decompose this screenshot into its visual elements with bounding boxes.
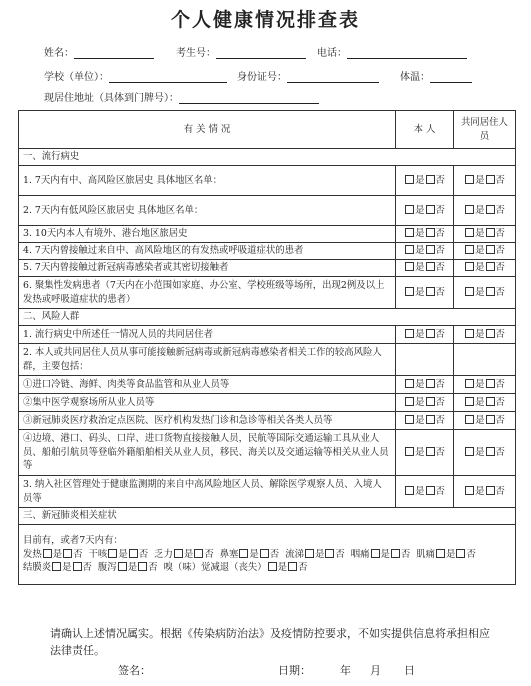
no-label: 否 [204,548,214,560]
yes-label: 是 [475,414,485,426]
name-field[interactable] [74,47,154,59]
yes-checkbox[interactable] [465,287,474,296]
yes-checkbox[interactable] [465,262,474,271]
address-field[interactable] [179,92,319,104]
table-row [19,196,516,226]
yes-checkbox[interactable] [465,415,474,424]
row-label: 6. 聚集性发病患者（7天内在小范围如家庭、办公室、学校班级等场所，出现2例及以上发热或呼吸道症状的患者） [19,277,396,309]
yes-no-choice [396,430,454,476]
yes-checkbox[interactable] [465,379,474,388]
yes-label: 是 [277,562,287,574]
symptom-item [89,548,149,562]
yes-label: 是 [183,548,194,560]
row-label: ③新冠肺炎医疗救治定点医院、医疗机构发热门诊和急诊等相关各类人员等 [19,412,396,430]
yes-checkbox[interactable] [465,205,474,214]
symptom-name: 嗅（味）觉减退（丧失） [163,562,267,574]
no-checkbox[interactable] [260,549,269,558]
symptom-name: 流涕 [285,548,304,560]
yes-label: 是 [415,262,425,274]
table-row [19,166,516,196]
yes-checkbox[interactable] [405,447,414,456]
no-checkbox[interactable] [426,486,435,495]
table-row [19,430,516,476]
yes-checkbox[interactable] [465,447,474,456]
symptom-item [220,548,280,562]
symptom-name: 鼻塞 [219,548,239,560]
yes-label: 是 [415,174,425,186]
yes-label: 是 [475,396,485,408]
yes-no-choice [396,326,454,344]
yes-label: 是 [415,204,425,216]
no-checkbox[interactable] [486,262,495,271]
id-no-label: 身份证号： [237,72,287,83]
no-label: 否 [495,396,505,408]
health-check-table [18,110,516,585]
yes-label: 是 [475,446,485,458]
no-checkbox[interactable] [73,562,82,571]
no-label: 否 [435,286,445,298]
yes-no-choice [396,277,454,309]
yes-checkbox[interactable] [174,549,183,558]
yes-checkbox[interactable] [305,549,314,558]
no-label: 否 [495,262,505,274]
table-row [19,243,516,260]
table-row [19,226,516,243]
sign-label: 签名： [118,664,151,677]
yes-label: 是 [415,245,425,257]
yes-label: 是 [118,548,128,560]
no-label: 否 [148,562,158,574]
no-checkbox[interactable] [426,447,435,456]
no-checkbox[interactable] [486,245,495,254]
symptom-item [154,548,214,562]
no-label: 否 [335,548,345,560]
yes-label: 是 [415,396,425,408]
no-checkbox[interactable] [486,379,495,388]
no-label: 否 [466,548,476,560]
yes-checkbox[interactable] [405,228,414,237]
yes-no-choice [454,430,516,476]
phone-label: 电话： [317,48,347,59]
no-checkbox[interactable] [456,549,465,558]
school-label: 学校（单位）： [44,72,109,83]
table-row [19,394,516,412]
day-label: 日 [404,664,415,677]
no-checkbox[interactable] [486,447,495,456]
no-label: 否 [495,228,505,240]
yes-label: 是 [249,548,259,560]
yes-checkbox[interactable] [465,486,474,495]
symptom-item [98,561,158,575]
yes-label: 是 [475,378,485,390]
yes-label: 是 [415,328,425,340]
symptom-name: 干咳 [88,548,108,560]
yes-checkbox[interactable] [465,228,474,237]
header-item: 有 关 情 况 [19,111,396,149]
yes-no-choice [396,412,454,430]
no-label: 否 [138,548,149,560]
table-row [19,326,516,344]
yes-label: 是 [314,548,325,560]
no-checkbox[interactable] [426,329,435,338]
symptom-item [163,561,307,575]
yes-no-choice [454,277,516,309]
yes-no-choice [454,412,516,430]
row-label: 1. 7天内有中、高风险区旅居史 具体地区名单： [19,166,396,196]
symptoms-cell [19,525,516,585]
no-checkbox[interactable] [391,549,400,558]
yes-checkbox[interactable] [405,245,414,254]
symptom-name: 发热 [23,548,42,560]
yes-no-choice [454,166,516,196]
yes-no-choice [396,394,454,412]
year-label: 年 [340,664,351,677]
yes-checkbox[interactable] [405,379,414,388]
no-label: 否 [495,328,505,340]
no-checkbox[interactable] [426,415,435,424]
no-checkbox[interactable] [426,205,435,214]
yes-checkbox[interactable] [465,175,474,184]
temperature-label: 体温： [400,72,430,83]
yes-label: 是 [446,548,456,560]
yes-no-choice [396,226,454,243]
no-label: 否 [495,414,505,426]
row-label: ①进口冷链、海鲜、肉类等食品监管和从业人员等 [19,376,396,394]
table-row [19,344,516,376]
exam-no-field[interactable] [216,47,306,59]
exam-no-label: 考生号： [176,48,216,59]
symptom-item [285,548,345,562]
yes-no-choice [396,196,454,226]
symptom-name: 肌痛 [416,548,436,560]
no-checkbox[interactable] [486,329,495,338]
temperature-field[interactable] [430,71,472,83]
yes-label: 是 [475,245,485,257]
name-label: 姓名： [44,48,74,59]
yes-checkbox[interactable] [108,549,117,558]
yes-label: 是 [415,446,425,458]
yes-checkbox[interactable] [405,397,414,406]
no-checkbox[interactable] [486,205,495,214]
school-field[interactable] [109,71,227,83]
row-label: 4. 7天内曾接触过来自中、高风险地区的有发热或呼吸道症状的患者 [19,243,396,260]
phone-field[interactable] [347,47,467,59]
yes-label: 是 [415,378,425,390]
yes-checkbox[interactable] [43,549,52,558]
yes-label: 是 [380,548,390,560]
no-checkbox[interactable] [486,175,495,184]
no-label: 否 [495,446,505,458]
yes-checkbox[interactable] [239,549,248,558]
no-label: 否 [495,174,505,186]
yes-checkbox[interactable] [465,329,474,338]
statement: 请确认上述情况属实。根据《传染病防治法》及疫情防控要求，不如实提供信息将承担相应法律责任。 [50,627,490,658]
table-row [19,376,516,394]
no-label: 否 [435,396,445,408]
no-checkbox[interactable] [486,287,495,296]
no-checkbox[interactable] [129,549,138,558]
yes-checkbox[interactable] [465,245,474,254]
yes-no-choice [454,196,516,226]
yes-checkbox[interactable] [405,415,414,424]
no-label: 否 [435,262,445,274]
yes-checkbox[interactable] [405,329,414,338]
yes-no-choice [454,226,516,243]
symptoms-intro: 目前有，或者7天内有： [23,535,123,547]
no-checkbox[interactable] [288,562,297,571]
no-label: 否 [435,378,445,390]
yes-checkbox[interactable] [405,205,414,214]
yes-label: 是 [475,228,485,240]
no-label: 否 [435,228,445,240]
yes-no-choice [454,260,516,277]
symptom-name: 乏力 [154,548,173,560]
no-label: 否 [495,245,505,257]
yes-checkbox[interactable] [465,397,474,406]
yes-label: 是 [52,548,63,560]
symptom-item [23,548,83,562]
no-checkbox[interactable] [486,228,495,237]
no-label: 否 [435,446,445,458]
symptoms-list [23,548,511,575]
row-label: 1. 流行病史中所述任一情况人员的共同居住者 [19,326,396,344]
symptom-item [416,548,476,562]
month-label: 月 [370,664,381,677]
yes-no-choice [454,376,516,394]
symptoms-row [19,525,516,585]
no-label: 否 [495,378,505,390]
yes-label: 是 [62,562,72,574]
yes-label: 是 [415,228,425,240]
id-no-field[interactable] [287,71,379,83]
no-label: 否 [73,548,83,560]
yes-no-choice [454,243,516,260]
yes-no-choice [396,476,454,508]
no-label: 否 [435,414,445,426]
yes-label: 是 [127,562,138,574]
yes-label: 是 [475,204,485,216]
no-checkbox[interactable] [63,549,72,558]
no-checkbox[interactable] [486,397,495,406]
yes-checkbox[interactable] [371,549,380,558]
yes-no-choice [454,394,516,412]
no-checkbox[interactable] [194,549,203,558]
no-checkbox[interactable] [426,397,435,406]
no-checkbox[interactable] [426,262,435,271]
no-checkbox[interactable] [138,562,147,571]
table-row [19,260,516,277]
table-row [19,476,516,508]
yes-label: 是 [475,328,485,340]
no-checkbox[interactable] [426,287,435,296]
no-label: 否 [435,245,445,257]
no-label: 否 [495,204,505,216]
row-label: ②集中医学观察场所从业人员等 [19,394,396,412]
symptom-item [23,561,92,575]
row-label: 5. 7天内曾接触过新冠病毒感染者或其密切接触者 [19,260,396,277]
no-checkbox[interactable] [486,486,495,495]
no-checkbox[interactable] [426,245,435,254]
yes-no-choice [396,243,454,260]
no-label: 否 [269,548,280,560]
no-checkbox[interactable] [426,228,435,237]
yes-label: 是 [475,485,485,497]
yes-checkbox[interactable] [52,562,61,571]
no-label: 否 [435,485,445,497]
yes-label: 是 [475,286,485,298]
section-epidemiology-title: 一、流行病史 [19,149,516,166]
yes-label: 是 [415,414,425,426]
yes-label: 是 [415,485,425,497]
yes-label: 是 [475,262,485,274]
section-risk-title: 二、风险人群 [19,309,516,326]
no-label: 否 [435,328,445,340]
address-label: 现居住地址（具体到门牌号）： [44,93,179,104]
yes-checkbox[interactable] [118,562,127,571]
no-label: 否 [435,204,445,216]
yes-no-choice [454,326,516,344]
no-label: 否 [435,174,445,186]
row-label: 3. 10天内本人有境外、港台地区旅居史 [19,226,396,243]
no-label: 否 [495,286,505,298]
row-label: 2. 7天内有低风险区旅居史 具体地区名单： [19,196,396,226]
date-label: 日期： [278,664,311,677]
yes-no-choice [454,476,516,508]
section-symptoms-title: 三、新冠肺炎相关症状 [19,508,516,525]
table-row [19,277,516,309]
yes-checkbox[interactable] [405,262,414,271]
yes-label: 是 [415,286,425,298]
no-checkbox[interactable] [325,549,334,558]
table-row [19,412,516,430]
yes-checkbox[interactable] [436,549,445,558]
no-label: 否 [82,562,92,574]
header-cohabitant: 共同居住人员 [454,111,516,149]
no-label: 否 [495,485,505,497]
row-label: 3. 纳入社区管理处于健康监测期的来自中高风险地区人员、解除医学观察人员、入境人员等 [19,476,396,508]
row-label: ④边境、港口、码头、口岸、进口货物直接接触人员，民航等国际交通运输工具从业人员、船舶引航员等登临外籍船舶相关从业人员，移民、海关以及交通运输等相关从业人员等 [19,430,396,476]
yes-checkbox[interactable] [268,562,277,571]
no-checkbox[interactable] [426,175,435,184]
no-label: 否 [298,562,308,574]
symptom-name: 咽痛 [350,548,370,560]
yes-label: 是 [475,174,485,186]
header-self: 本 人 [396,111,454,149]
yes-no-choice [396,376,454,394]
yes-no-choice [396,166,454,196]
no-checkbox[interactable] [426,379,435,388]
row-label: 2. 本人或共同居住人员从事可能接触新冠病毒或新冠病毒感染者相关工作的较高风险人群，主要包括： [19,344,396,376]
yes-checkbox[interactable] [405,287,414,296]
form-title: 个人健康情况排查表 [170,9,360,31]
yes-checkbox[interactable] [405,486,414,495]
yes-checkbox[interactable] [405,175,414,184]
symptom-name: 腹泻 [97,562,117,574]
no-label: 否 [400,548,411,560]
symptom-name: 结膜炎 [23,562,52,574]
no-checkbox[interactable] [486,415,495,424]
yes-no-choice [396,260,454,277]
symptom-item [351,548,411,562]
